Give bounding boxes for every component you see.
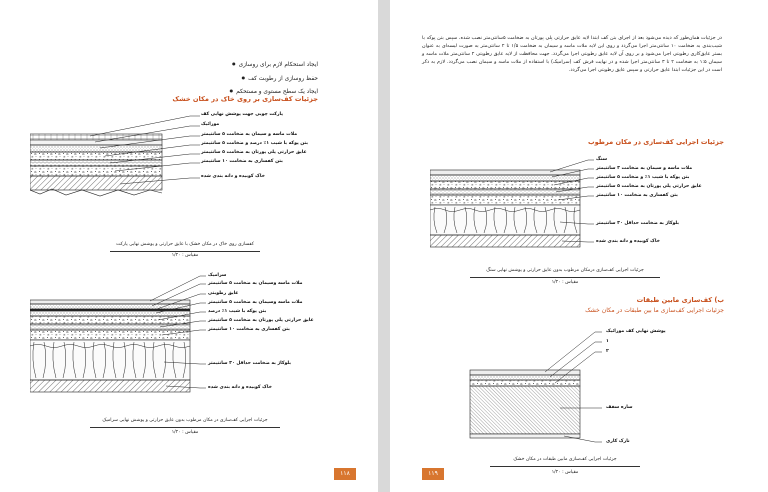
layer-label: سازه سقف xyxy=(606,405,633,410)
floor-section-diagram-dry-parquet xyxy=(30,110,360,260)
figure-scale: مقیاس : ۱/۲۰ xyxy=(171,430,199,435)
body-paragraph: در جزئیات همان‌طور که دیده می‌شود بعد از اجرای بتن کف ابتدا لایه عایق حرارتی پلی پورتان به ضخامت ۵سانتی‌متر نصب شده، سپس بتن پوکه با شیب‌بندی به ضخامت ۱۰ سانتی‌متر اجرا می‌گردد و روی این لایه ملات ماسه و سیمان به ضخامت ۱/۵ تا ۲ سانتی‌متر به صورت لیسه‌ای به عنوان بستر عایق‌کاری رطوبتی اجرا می‌شود و بر روی آن لایه عایق رطوبتی اجرا می‌گردد. جهت محافظت از لایه عایق رطوبتی ۲ سانتی‌متر ملات ماسه و سیمان ۱:۵ به ضخامت ۲ تا ۳ سانتی‌متر اجرا شده و در نهایت فرش کف (سرامیک) با استفاده از ملات ماسه و سیمان نصب می‌گردد. لازم به ذکر است در این جزئیات ابتدا عایق حرارتی و سپس عایق رطوبتی اجرا می‌گردد. xyxy=(422,35,722,74)
layer-label: خاک کوبیده و دانه بندی شده xyxy=(208,385,272,390)
caption-divider xyxy=(90,427,280,428)
bullet-item: حفظ روسازی از رطوبت کف ● xyxy=(230,72,318,86)
layer-label: بتن کفسازی به ضخامت ۱۰ سانتیمتر xyxy=(596,193,678,198)
layer-label: پوشش نهایی کف موزائیک xyxy=(606,329,666,334)
layer-label: ملات ماسه وسیمان به ضخامت ۵ سانتیمتر xyxy=(208,281,303,286)
section-heading: جزئیات اجرایی کف‌سازی در مکان مرطوب xyxy=(588,138,724,146)
layer-label: عایق حرارتی پلی پورتان به ضخامت ۵ سانتیمتر xyxy=(208,318,314,323)
layer-label: عایق حرارتی پلی پورتان به ضخامت ۵ سانتیمتر xyxy=(201,150,307,155)
caption-divider xyxy=(110,251,260,252)
layer-label: عایق رطوبتی xyxy=(208,291,239,296)
layer-label: بلوکاژ به ضخامت حداقل ۳۰ سانتیمتر xyxy=(596,221,680,226)
figure-caption: کفسازی روی خاک در مکان خشک با عایق حرارتی و پوشش نهایی پارکت xyxy=(116,242,254,247)
figure-scale: مقیاس : ۱/۲۰ xyxy=(551,470,579,475)
bullet-list xyxy=(230,58,318,99)
layer-label: عایق حرارتی پلی پورتان به ضخامت ۵ سانتیمتر xyxy=(596,184,702,189)
layer-label: ملات ماسه و سیمان به ضخامت ۵ سانتیمتر xyxy=(201,132,298,137)
layer-label: خاک کوبیده و دانه بندی شده xyxy=(201,174,265,179)
floor-section-diagram-wet-ceramic xyxy=(30,270,360,420)
page-number: ۱۱۸ xyxy=(334,468,356,480)
layer-label: بتن کفسازی به ضخامت ۱۰ سانتیمتر xyxy=(201,159,283,164)
figure-caption: جزئیات اجرایی کف‌سازی مابین طبقات در مکان خشک xyxy=(513,457,617,462)
bullet-item: ایجاد یک سطح مستوی و مستحکم ● xyxy=(230,85,318,99)
left-page xyxy=(0,0,378,492)
section-heading: جزئیات کف‌سازی بر روی خاک در مکان خشک xyxy=(172,95,318,103)
layer-label: سرامیک xyxy=(208,273,227,278)
layer-label: خاک کوبیده و دانه بندی شده xyxy=(596,239,660,244)
caption-divider xyxy=(490,466,640,467)
figure-caption: جزئیات اجرایی کف‌سازی در مکان مرطوب بدون عایق حرارتی و پوشش نهایی سرامیک xyxy=(102,418,268,423)
bullet-item: ایجاد استحکام لازم برای روسازی ● xyxy=(230,58,318,72)
layer-label: نازک کاری xyxy=(606,439,630,444)
interfloor-section-diagram xyxy=(460,322,700,452)
layer-label: بتن پوکه با شیب ۱٪ درصد xyxy=(208,309,267,314)
page-number: ۱۱۹ xyxy=(422,468,444,480)
right-page xyxy=(390,0,768,492)
figure-scale: مقیاس : ۱/۲۰ xyxy=(171,253,199,258)
layer-label: ۲ xyxy=(606,349,609,354)
layer-label: بتن کفسازی به ضخامت ۱۰ سانتیمتر xyxy=(208,327,290,332)
layer-label: ملات ماسه وسیمان به ضخامت ۵ سانتیمتر xyxy=(208,300,303,305)
section-heading: ب) کف‌سازی مابین طبقات xyxy=(636,296,724,304)
layer-label: سنگ xyxy=(596,157,608,162)
layer-label: ملات ماسه و سیمان به ضخامت ۳ سانتیمتر xyxy=(596,166,693,171)
layer-label: پارکت چوبی جهت پوشش نهایی کف xyxy=(201,112,284,117)
figure-caption: جزئیات اجرایی کف‌سازی درمکان مرطوب بدون عایق حرارتی و پوشش نهایی سنگ xyxy=(486,268,644,273)
caption-divider xyxy=(470,277,660,278)
layer-label: بتن پوکه با شیب ۱٪ درصد و ضخامت ۵ سانتیمتر xyxy=(201,141,309,146)
layer-label: موزائیک xyxy=(201,122,220,127)
layer-label: ۱ xyxy=(606,339,609,344)
layer-label: بلوکاژ به ضخامت حداقل ۳۰ سانتیمتر xyxy=(208,361,292,366)
layer-label: بتن پوکه با شیب ۱٪ و ضخامت ۵ سانتیمتر xyxy=(596,175,690,180)
section-subheading: جزئیات اجرایی کف‌سازی ما بین طبقات در مکان خشک xyxy=(585,307,724,314)
figure-scale: مقیاس : ۱/۲۰ xyxy=(551,280,579,285)
